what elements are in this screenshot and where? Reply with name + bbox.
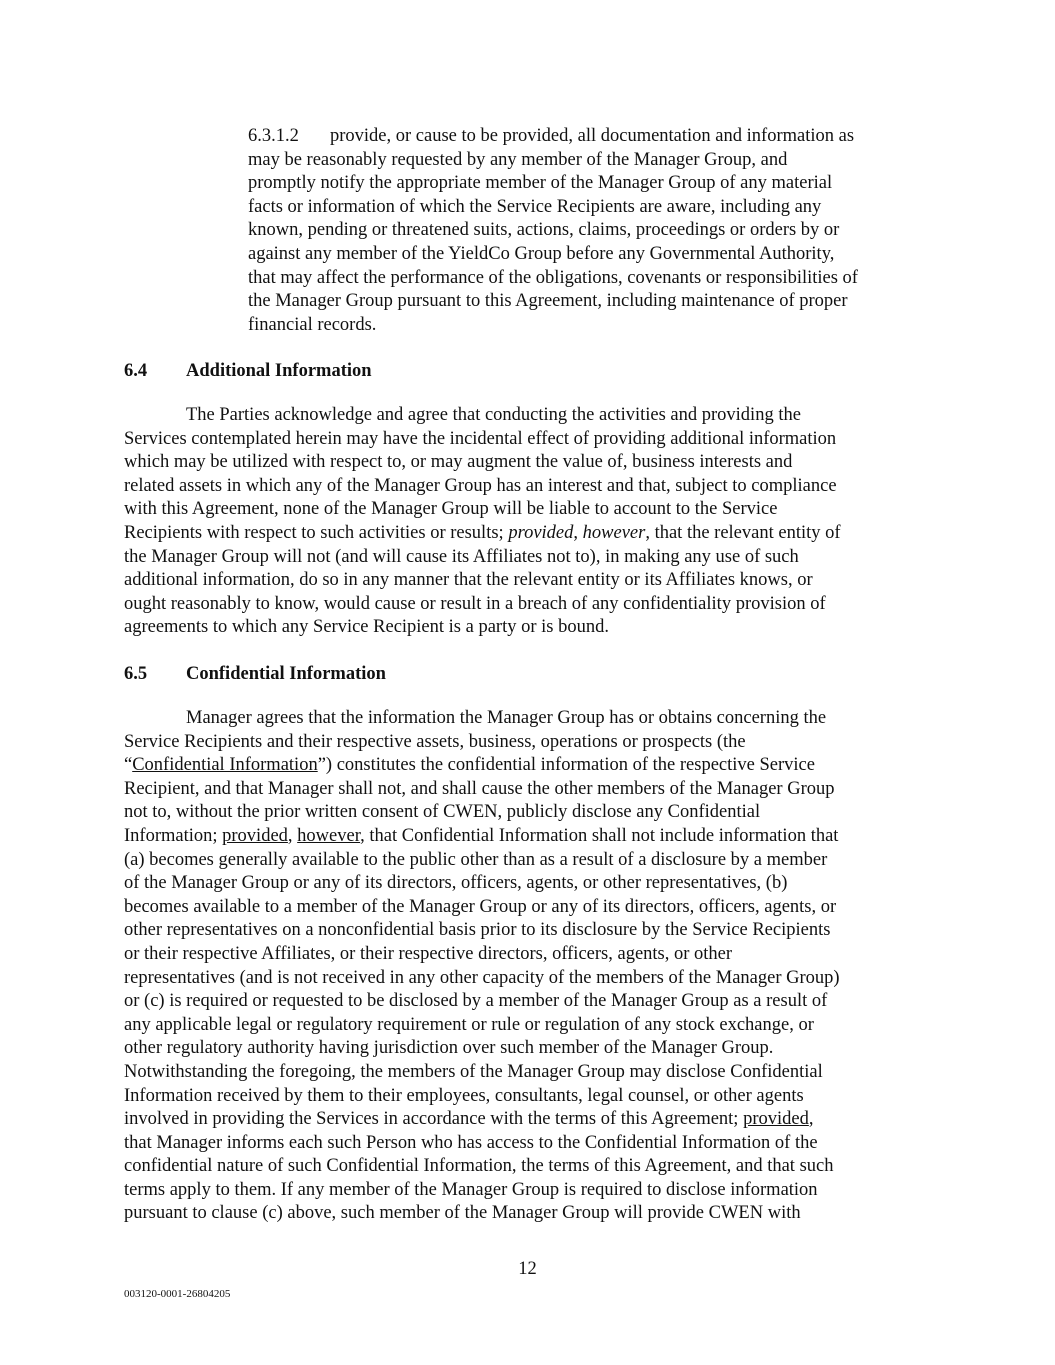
page-number: 12: [518, 1259, 537, 1279]
defined-term: Confidential Information: [132, 755, 318, 776]
section-6-5-paragraph: Manager agrees that the information the Manager Group has or obtains concerning the Service Recipients and their respective assets, business, operations or prospects (the “Confidential Information”) constitutes the confidential information of the respective Service Recipient, and that Manager shall not, and shall cause the other members of the Manager Group not to, without the prior written consent of CWEN, publicly disclose any Confidential Information; provided, however, that Confidential Information shall not include information that (a) becomes generally available to the public other than as a result of a disclosure by a member of the Manager Group or any of its directors, officers, agents, or other representatives, (b) becomes available to a member of the Manager Group or any of its directors, officers, agents, or other representatives on a nonconfidential basis prior to its disclosure by the Service Recipients or their respective Affiliates, or their respective directors, officers, agents, or other representatives (and is not received in any other capacity of the members of the Manager Group) or (c) is required or requested to be disclosed by a member of the Manager Group as a result of any applicable legal or regulatory requirement or rule or regulation of any stock exchange, or other regulatory authority having jurisdiction over such member of the Manager Group. Notwithstanding the foregoing, the members of the Manager Group may disclose Confidential Information received by them to their employees, consultants, legal counsel, or other agents involved in providing the Services in accordance with the terms of this Agreement; provided, that Manager informs each such Person who has access to the Confidential Information of the confidential nature of such Confidential Information, the terms of this Agreement, and that such terms apply to them. If any member of the Manager Group is required to disclose information pursuant to clause (c) above, such member of the Manager Group will provide CWEN with: [124, 708, 840, 1224]
section-6-3-1-2: 6.3.1.2 provide, or cause to be provided, all documentation and information as may be reasonably requested by any member of the Manager Group, and promptly notify the appropriate member of the Manager Group of any material facts or information of which the Service Recipients are aware, including any known, pending or threatened suits, actions, claims, proceedings or orders by or against any member of the YieldCo Group before any Governmental Authority, that may affect the performance of the obligations, covenants or responsibilities of the Manager Group pursuant to this Agreement, including maintenance of proper financial records.: [248, 126, 858, 335]
section-6-4-paragraph: The Parties acknowledge and agree that conducting the activities and providing the Services contemplated herein may have the incidental effect of providing additional information which may be utilized with respect to, or may augment the value of, business interests and related assets in which any of the Manager Group has an interest and that, subject to compliance with this Agreement, none of the Manager Group will be liable to account to the Service Recipients with respect to such activities or results; provided, however, that the relevant entity of the Manager Group will not (and will cause its Affiliates not to), in making any use of such additional information, do so in any manner that the relevant entity or its Affiliates knows, or ought reasonably to know, would cause or result in a breach of any confidentiality provision of agreements to which any Service Recipient is a party or is bound.: [124, 405, 841, 638]
section-6-5-heading: [124, 663, 386, 687]
section-number: 6.3.1.2: [248, 126, 299, 146]
document-id: 003120-0001-26804205: [124, 1288, 231, 1300]
section-title: Confidential Information: [186, 664, 386, 684]
section-number: 6.4: [124, 361, 148, 381]
section-6-4-heading: [124, 360, 372, 384]
section-title: Additional Information: [186, 361, 372, 381]
section-number: 6.5: [124, 664, 148, 684]
